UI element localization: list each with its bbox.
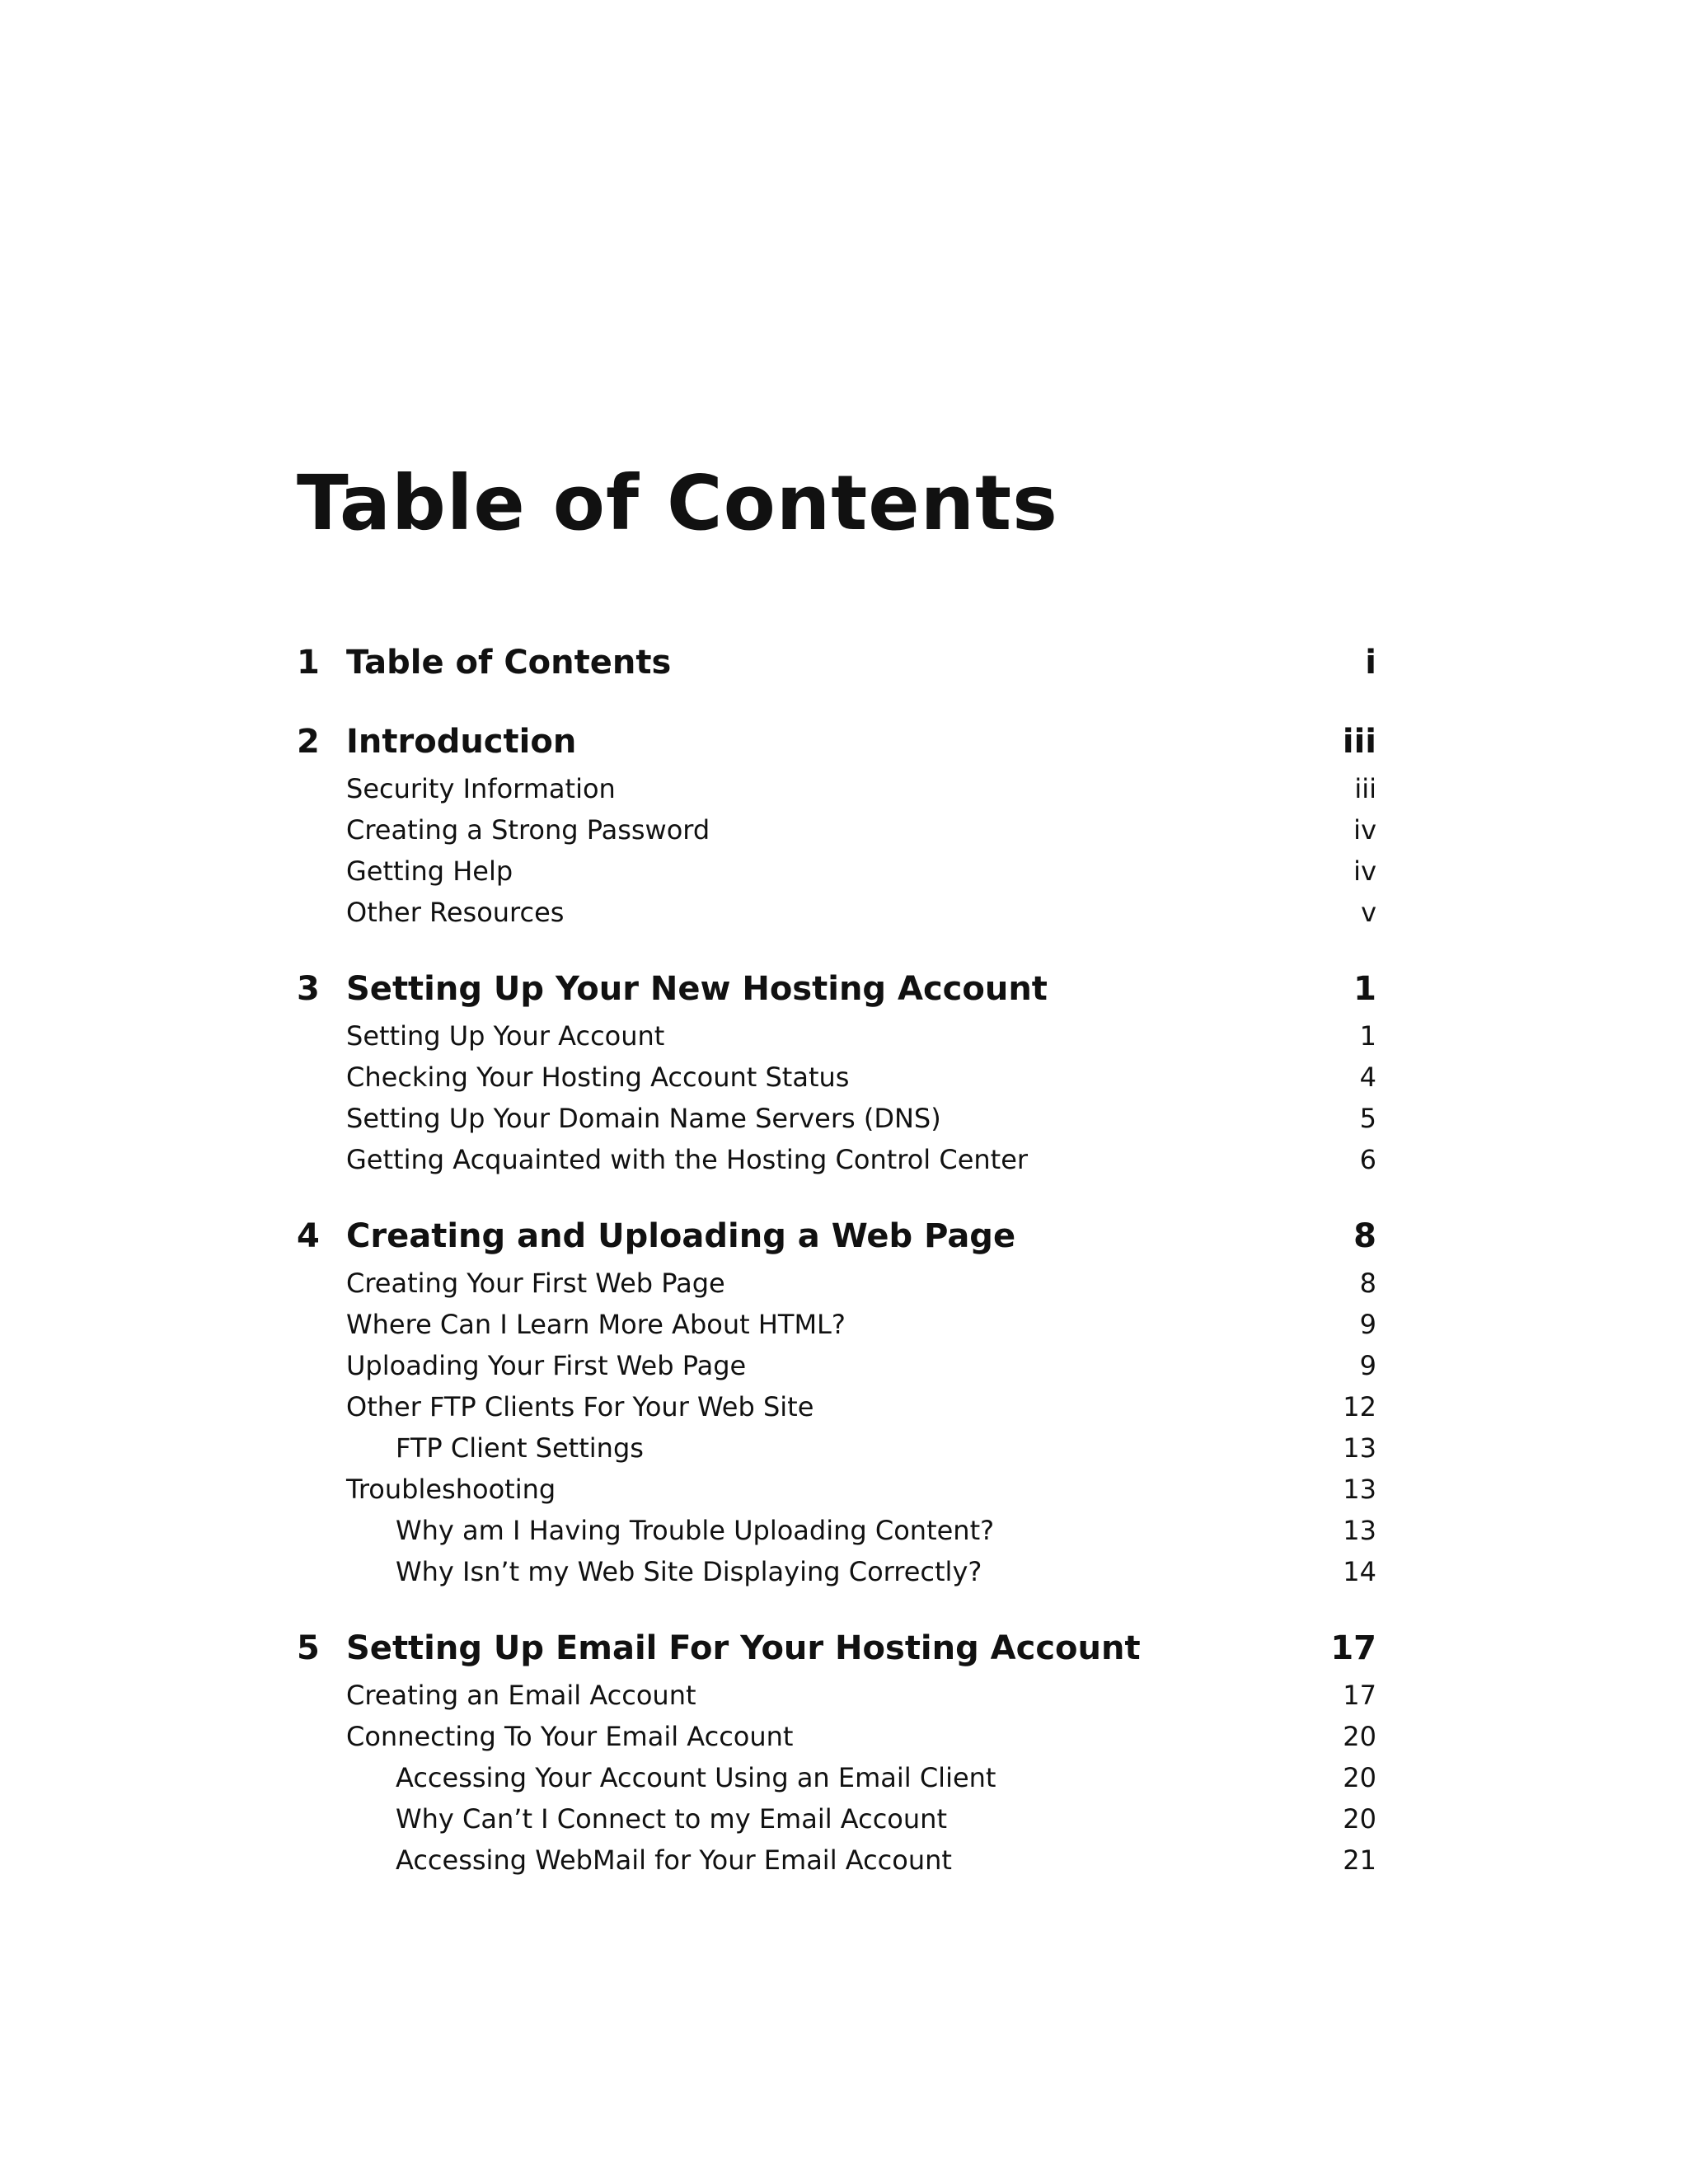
entry-page-number: 5 bbox=[1359, 1103, 1376, 1134]
entry-page-number: 8 bbox=[1359, 1268, 1376, 1299]
table-of-contents bbox=[297, 640, 1376, 1914]
toc-section-entry[interactable] bbox=[297, 1675, 1376, 1716]
entry-page-number: 9 bbox=[1359, 1350, 1376, 1381]
chapter-page-number: 8 bbox=[1353, 1217, 1376, 1255]
toc-section bbox=[297, 966, 1376, 1180]
entry-title: Where Can I Learn More About HTML? bbox=[346, 1309, 846, 1340]
entry-page-number: 4 bbox=[1359, 1062, 1376, 1093]
toc-chapter-heading[interactable] bbox=[297, 640, 1376, 686]
toc-section-entry[interactable] bbox=[297, 1386, 1376, 1427]
toc-section-entry[interactable] bbox=[297, 809, 1376, 851]
chapter-number: 1 bbox=[297, 644, 320, 682]
chapter-number: 5 bbox=[297, 1629, 320, 1667]
entry-page-number: 13 bbox=[1343, 1515, 1376, 1546]
toc-section-entry[interactable] bbox=[297, 1304, 1376, 1345]
toc-section-entry[interactable] bbox=[297, 1345, 1376, 1386]
chapter-title: Setting Up Your New Hosting Account bbox=[346, 970, 1048, 1008]
entry-page-number: 21 bbox=[1343, 1844, 1376, 1876]
chapter-number: 3 bbox=[297, 970, 320, 1008]
entry-title: Getting Acquainted with the Hosting Control Center bbox=[346, 1144, 1029, 1175]
toc-section bbox=[297, 1625, 1376, 1881]
entry-title: Why am I Having Trouble Uploading Content? bbox=[396, 1515, 995, 1546]
entry-title: Creating an Email Account bbox=[346, 1680, 696, 1711]
entry-page-number: 1 bbox=[1359, 1020, 1376, 1052]
entry-page-number: 9 bbox=[1359, 1309, 1376, 1340]
entry-page-number: 13 bbox=[1343, 1474, 1376, 1505]
entry-title: Why Isn’t my Web Site Displaying Correctly? bbox=[396, 1556, 982, 1587]
entry-title: Uploading Your First Web Page bbox=[346, 1350, 747, 1381]
toc-section-entry[interactable] bbox=[297, 851, 1376, 892]
entry-page-number: v bbox=[1361, 897, 1376, 928]
entry-title: Checking Your Hosting Account Status bbox=[346, 1062, 850, 1093]
entry-title: Setting Up Your Domain Name Servers (DNS) bbox=[346, 1103, 941, 1134]
toc-section bbox=[297, 719, 1376, 933]
chapter-page-number: 17 bbox=[1330, 1629, 1376, 1667]
entry-title: Other FTP Clients For Your Web Site bbox=[346, 1391, 814, 1422]
chapter-page-number: iii bbox=[1342, 723, 1376, 761]
toc-chapter-heading[interactable] bbox=[297, 1213, 1376, 1259]
toc-section-entry[interactable] bbox=[297, 1098, 1376, 1139]
toc-subsection-entry[interactable] bbox=[297, 1510, 1376, 1551]
entry-title: Troubleshooting bbox=[346, 1474, 556, 1505]
entry-title: Setting Up Your Account bbox=[346, 1020, 665, 1052]
toc-subsection-entry[interactable] bbox=[297, 1427, 1376, 1469]
toc-section bbox=[297, 640, 1376, 686]
entry-title: Creating Your First Web Page bbox=[346, 1268, 725, 1299]
entry-page-number: 17 bbox=[1343, 1680, 1376, 1711]
entry-page-number: 13 bbox=[1343, 1432, 1376, 1464]
toc-section-entry[interactable] bbox=[297, 892, 1376, 933]
toc-section-entry[interactable] bbox=[297, 1263, 1376, 1304]
entry-title: Connecting To Your Email Account bbox=[346, 1721, 794, 1752]
toc-chapter-heading[interactable] bbox=[297, 1625, 1376, 1671]
entry-page-number: 20 bbox=[1343, 1762, 1376, 1793]
entry-page-number: 20 bbox=[1343, 1803, 1376, 1835]
entry-title: FTP Client Settings bbox=[396, 1432, 644, 1464]
chapter-number: 2 bbox=[297, 723, 320, 761]
chapter-title: Table of Contents bbox=[346, 644, 672, 682]
entry-page-number: 20 bbox=[1343, 1721, 1376, 1752]
chapter-title: Creating and Uploading a Web Page bbox=[346, 1217, 1016, 1255]
toc-chapter-heading[interactable] bbox=[297, 719, 1376, 765]
entry-page-number: iii bbox=[1354, 773, 1376, 804]
toc-subsection-entry[interactable] bbox=[297, 1551, 1376, 1592]
entry-title: Why Can’t I Connect to my Email Account bbox=[396, 1803, 947, 1835]
entry-page-number: iv bbox=[1353, 855, 1376, 887]
toc-chapter-heading[interactable] bbox=[297, 966, 1376, 1012]
entry-title: Getting Help bbox=[346, 855, 513, 887]
entry-page-number: iv bbox=[1353, 814, 1376, 846]
toc-section-entry[interactable] bbox=[297, 1139, 1376, 1180]
toc-section bbox=[297, 1213, 1376, 1592]
toc-section-entry[interactable] bbox=[297, 1057, 1376, 1098]
toc-subsection-entry[interactable] bbox=[297, 1840, 1376, 1881]
page-title: Table of Contents bbox=[297, 459, 1058, 547]
chapter-title: Setting Up Email For Your Hosting Account bbox=[346, 1629, 1141, 1667]
toc-section-entry[interactable] bbox=[297, 768, 1376, 809]
toc-section-entry[interactable] bbox=[297, 1469, 1376, 1510]
entry-title: Accessing Your Account Using an Email Client bbox=[396, 1762, 996, 1793]
toc-subsection-entry[interactable] bbox=[297, 1798, 1376, 1840]
chapter-number: 4 bbox=[297, 1217, 320, 1255]
chapter-page-number: 1 bbox=[1353, 970, 1376, 1008]
entry-page-number: 12 bbox=[1343, 1391, 1376, 1422]
entry-page-number: 6 bbox=[1359, 1144, 1376, 1175]
chapter-title: Introduction bbox=[346, 723, 577, 761]
entry-title: Creating a Strong Password bbox=[346, 814, 710, 846]
toc-section-entry[interactable] bbox=[297, 1716, 1376, 1757]
entry-title: Other Resources bbox=[346, 897, 565, 928]
entry-title: Accessing WebMail for Your Email Account bbox=[396, 1844, 952, 1876]
entry-page-number: 14 bbox=[1343, 1556, 1376, 1587]
toc-subsection-entry[interactable] bbox=[297, 1757, 1376, 1798]
entry-title: Security Information bbox=[346, 773, 616, 804]
chapter-page-number: i bbox=[1365, 644, 1376, 682]
toc-section-entry[interactable] bbox=[297, 1015, 1376, 1057]
